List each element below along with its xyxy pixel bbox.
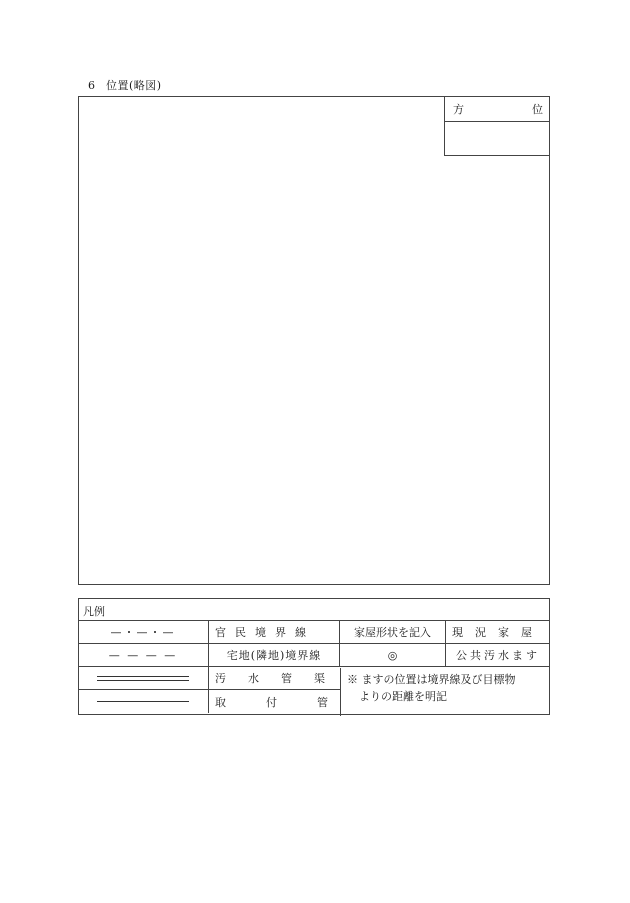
legend-table bbox=[78, 620, 550, 716]
direction-input-area[interactable] bbox=[445, 122, 549, 157]
legend-row bbox=[78, 690, 368, 713]
legend-desc bbox=[209, 667, 347, 689]
legend-existing-house-text: 現況家屋 bbox=[452, 626, 544, 639]
double-line-icon bbox=[97, 676, 189, 681]
connection-pipe-symbol bbox=[78, 690, 209, 713]
legend-desc-text: 取付管 bbox=[215, 695, 368, 709]
legend-desc-text: 汚水管渠 bbox=[215, 672, 347, 685]
legend-box bbox=[78, 598, 550, 715]
legend-title: 凡例 bbox=[83, 605, 105, 618]
note-line-2: よりの距離を明記 bbox=[359, 690, 447, 703]
note-line-1: ※ ますの位置は境界線及び目標物 bbox=[347, 673, 516, 686]
single-line-icon bbox=[97, 701, 189, 702]
direction-label bbox=[445, 97, 549, 122]
section-heading bbox=[88, 77, 162, 93]
legend-desc bbox=[209, 644, 340, 666]
legend-public-manhole-text: 公共汚水ます bbox=[456, 649, 540, 662]
legend-public-manhole bbox=[446, 644, 550, 666]
section-number: 6 bbox=[88, 79, 96, 92]
legend-existing-house bbox=[446, 621, 550, 643]
lot-boundary-symbol: — — — — bbox=[78, 644, 209, 666]
section-title: 位置(略図) bbox=[106, 79, 162, 92]
direction-char-1: 方 bbox=[453, 103, 464, 116]
manhole-symbol: ◎ bbox=[340, 644, 446, 666]
public-private-boundary-symbol: —・—・— bbox=[78, 621, 209, 643]
legend-row bbox=[78, 667, 347, 690]
legend-desc bbox=[209, 690, 368, 713]
legend-desc-text: 宅地(隣地)境界線 bbox=[226, 649, 322, 662]
direction-box bbox=[444, 96, 550, 156]
legend-note bbox=[340, 668, 550, 716]
legend-house-shape: 家屋形状を記入 bbox=[340, 621, 446, 643]
sketch-map-area[interactable] bbox=[78, 96, 550, 585]
legend-row bbox=[78, 644, 550, 667]
direction-char-2: 位 bbox=[532, 103, 543, 116]
legend-desc bbox=[209, 621, 340, 643]
legend-row bbox=[78, 621, 550, 644]
sewer-pipe-symbol bbox=[78, 667, 209, 689]
legend-desc-text: 官民境界線 bbox=[215, 626, 315, 639]
